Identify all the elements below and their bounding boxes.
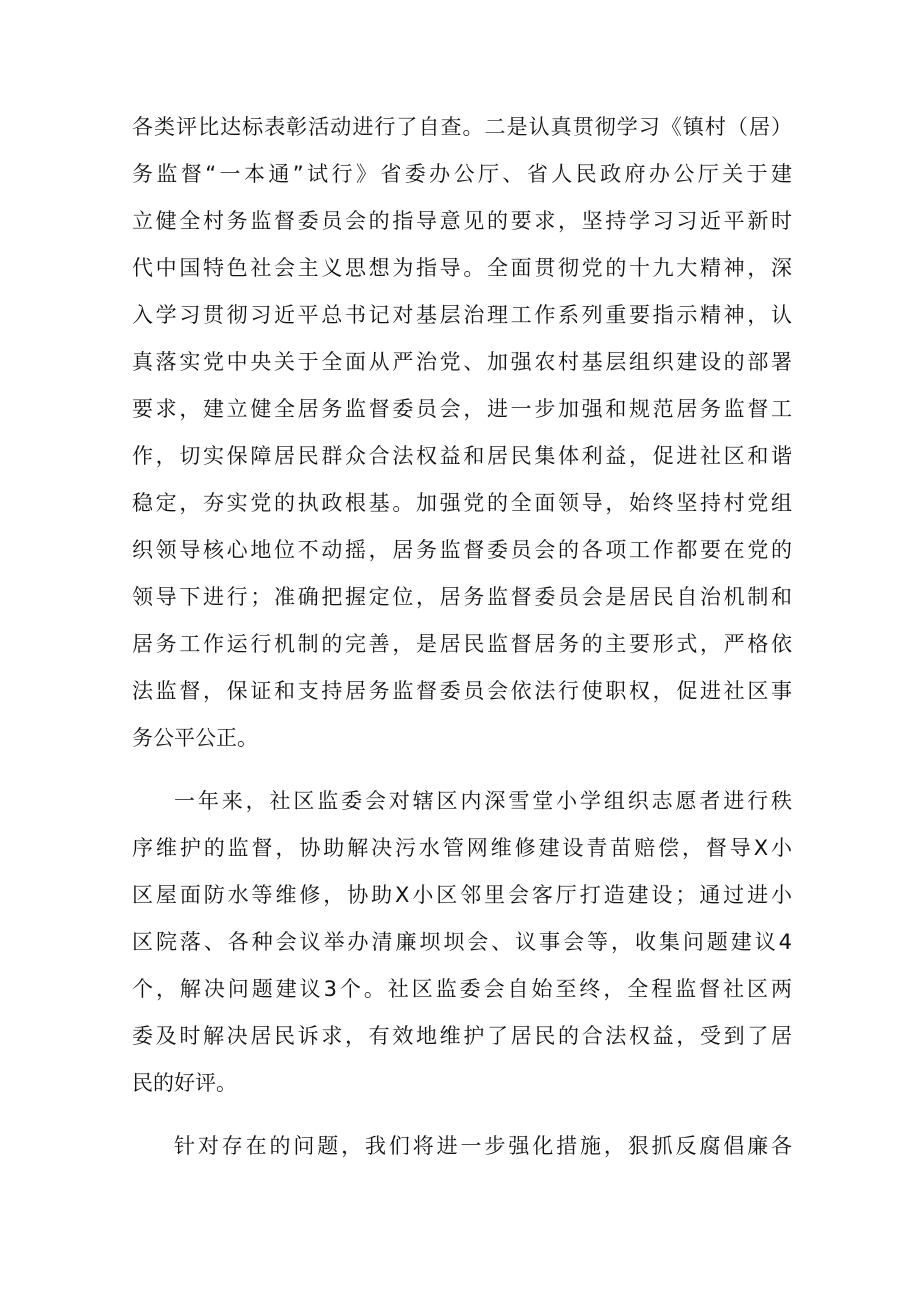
- text-line: 稳定，夯实党的执政根基。加强党的全面领导，始终坚持村党组: [132, 491, 792, 515]
- text-line: 务监督“一本通”试行》省委办公厅、省人民政府办公厅关于建: [132, 162, 792, 186]
- text-line: 立健全村务监督委员会的指导意见的要求，坚持学习习近平新时: [132, 209, 792, 233]
- paragraph-spacer: [132, 762, 792, 778]
- text-line: 领导下进行；准确把握定位，居务监督委员会是居民自治机制和: [132, 585, 792, 609]
- text-line: 各类评比达标表彰活动进行了自查。二是认真贯彻学习《镇村（居）: [132, 115, 792, 139]
- text-line: 序维护的监督，协助解决污水管网维修建设青苗赔偿，督导X小: [132, 836, 792, 860]
- text-line: 区屋面防水等维修，协助X小区邻里会客厅打造建设；通过进小: [132, 883, 792, 907]
- text-line: 居务工作运行机制的完善，是居民监督居务的主要形式，严格依: [132, 632, 792, 656]
- paragraph-1: [132, 104, 792, 762]
- paragraph-2: [132, 778, 792, 1107]
- text-line: 要求，建立健全居务监督委员会，进一步加强和规范居务监督工: [132, 397, 792, 421]
- text-line: 代中国特色社会主义思想为指导。全面贯彻党的十九大精神，深: [132, 256, 792, 280]
- text-line: 民的好评。: [132, 1071, 237, 1095]
- text-line: 织领导核心地位不动摇，居务监督委员会的各项工作都要在党的: [132, 538, 792, 562]
- paragraph-3: [132, 1123, 792, 1170]
- text-line: 法监督，保证和支持居务监督委员会依法行使职权，促进社区事: [132, 679, 792, 703]
- paragraph-spacer: [132, 1107, 792, 1123]
- text-line: 个，解决问题建议3个。社区监委会自始至终，全程监督社区两: [132, 977, 792, 1001]
- text-line: 务公平公正。: [132, 726, 258, 750]
- text-line: 真落实党中央关于全面从严治党、加强农村基层组织建设的部署: [132, 350, 792, 374]
- text-line: 区院落、各种会议举办清廉坝坝会、议事会等，收集问题建议4: [132, 930, 792, 954]
- text-line: 作，切实保障居民群众合法权益和居民集体利益，促进社区和谐: [132, 444, 792, 468]
- text-line: 针对存在的问题，我们将进一步强化措施，狠抓反腐倡廉各: [174, 1134, 792, 1158]
- text-line: 一年来，社区监委会对辖区内深雪堂小学组织志愿者进行秩: [174, 789, 792, 813]
- document-body: [132, 104, 792, 1170]
- text-line: 委及时解决居民诉求，有效地维护了居民的合法权益，受到了居: [132, 1024, 792, 1048]
- text-line: 入学习贯彻习近平总书记对基层治理工作系列重要指示精神，认: [132, 303, 792, 327]
